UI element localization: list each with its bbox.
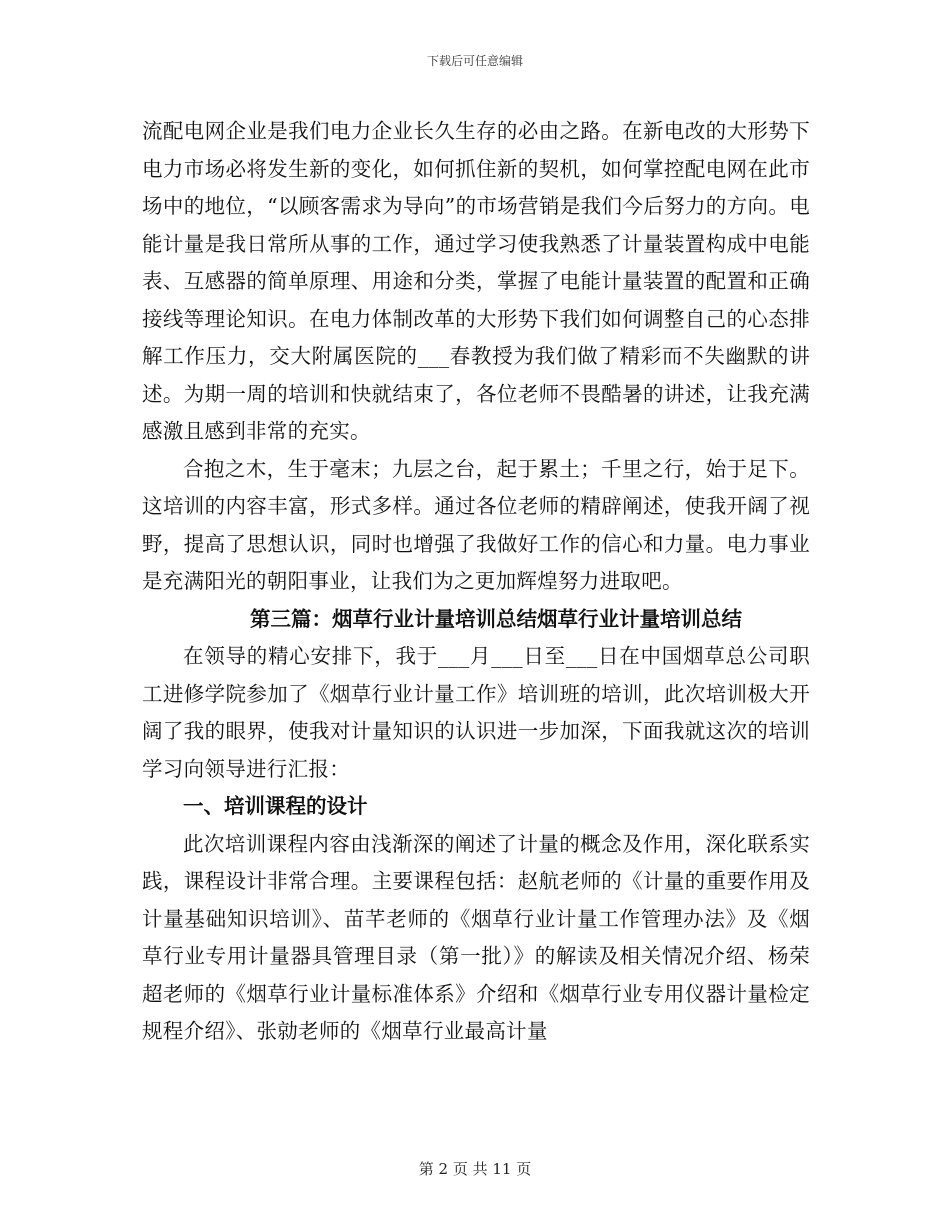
page-header: 下载后可任意编辑 — [426, 54, 523, 68]
page-number: 第 2 页 共 11 页 — [418, 1160, 532, 1178]
paragraph-closing: 合抱之木，生于毫末；九层之台，起于累土；千里之行，始于足下。这培训的内容丰富，形式多样。通过各位老师的精辟阐述，使我开阔了视野，提高了思想认识，同时也增强了我做好工作的信心和力量。电力事业是充满阳光的朝阳事业，让我们为之更加辉煌努力进取吧。 — [142, 456, 810, 593]
paragraph-intro: 在领导的精心安排下，我于___月___日至___日在中国烟草总公司职工进修学院参加了《烟草行业计量工作》培训班的培训，此次培训极大开阔了我的眼界，使我对计量知识的认识进一步加深，下面我就这次的培训学习向领导进行汇报： — [142, 644, 810, 781]
paragraph-continuation: 流配电网企业是我们电力企业长久生存的必由之路。在新电改的大形势下电力市场必将发生新的变化，如何抓住新的契机，如何掌控配电网在此市场中的地位，“以顾客需求为导向”的市场营销是我们今后努力的方向。电能计量是我日常所从事的工作，通过学习使我熟悉了计量装置构成中电能表、互感器的简单原理、用途和分类，掌握了电能计量装置的配置和正确接线等理论知识。在电力体制改革的大形势下我们如何调整自己的心态排解工作压力，交大附属医院的___春教授为我们做了精彩而不失幽默的讲述。为期一周的培训和快就结束了，各位老师不畏酷暑的讲述，让我充满感激且感到非常的充实。 — [142, 119, 810, 443]
document-body — [142, 113, 810, 1051]
paragraph-courses: 此次培训课程内容由浅渐深的阐述了计量的概念及作用，深化联系实践，课程设计非常合理。主要课程包括：赵航老师的《计量的重要作用及计量基础知识培训》、苗芊老师的《烟草行业计量工作管理办法》及《烟草行业专用计量器具管理目录（第一批）》的解读及相关情况介绍、杨荣超老师的《烟草行业计量标准体系》介绍和《烟草行业专用仪器计量检定规程介绍》、张勍老师的《烟草行业最高计量 — [142, 831, 810, 1043]
article-title: 第三篇：烟草行业计量培训总结烟草行业计量培训总结 — [250, 606, 742, 631]
section-heading: 一、培训课程的设计 — [183, 794, 368, 818]
